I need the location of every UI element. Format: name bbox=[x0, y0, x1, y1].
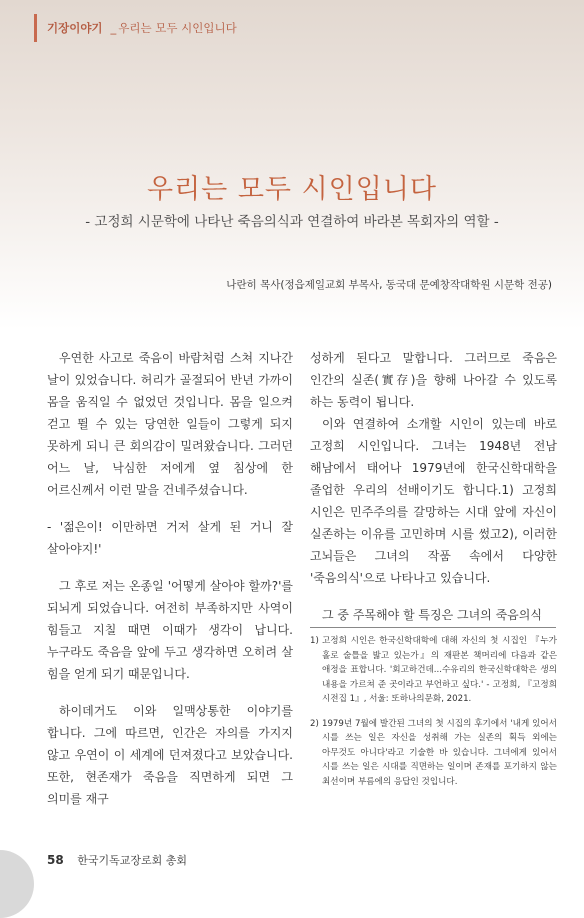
article-subtitle: - 고정희 시문학에 나타난 죽음의식과 연결하여 바라본 목회자의 역할 - bbox=[85, 214, 499, 230]
footnote-1 bbox=[310, 634, 557, 707]
body-paragraph: 그 후로 저는 온종일 '어떻게 살아야 할까?'를 되뇌게 되었습니다. 여전히 부족하지만 사역이 힘들고 지칠 때면 이때가 생각이 납니다. 누구라도 죽음을 앞에 두고 생각하면 오히려 살 힘을 얻게 되기 때문입니다. bbox=[47, 579, 293, 681]
footnotes bbox=[310, 634, 557, 799]
body-paragraph: 그 중 주목해야 할 특징은 그녀의 죽음의식 bbox=[322, 608, 542, 622]
category-separator: _ bbox=[110, 21, 117, 35]
footnote-text: 1979년 7월에 발간된 그녀의 첫 시집의 후기에서 '내게 있어서 시를 쓰는 일은 자신을 성취해 가는 실존의 획득 외에는 아무것도 아니다'라고 기술한 바 있습니다. 그녀에게 있어서 시를 쓰는 일은 시대를 직면하는 일이며 존재를 포기하지 않는 최선이며 부름에의 응답인 것입니다. bbox=[322, 718, 557, 787]
footnote-number: 1) bbox=[310, 636, 319, 646]
body-paragraph: 우연한 사고로 죽음이 바람처럼 스쳐 지나간 날이 있었습니다. 허리가 골절되어 반년 가까이 몸을 움직일 수 없었던 것입니다. 몸을 일으켜 걷고 뛸 수 있는 당연한 일들이 그렇게 되지 못하게 되니 큰 회의감이 밀려왔습니다. 그러던 어느 날, 낙심한 저에게 옆 침상에 한 어르신께서 이런 말을 건네주셨습니다. bbox=[47, 351, 293, 497]
footnote-2 bbox=[310, 717, 557, 790]
body-quote: - '젊은이! 이만하면 거저 살게 된 거니 잘 살아야지!' bbox=[47, 520, 293, 556]
body-column-right bbox=[310, 347, 557, 626]
category-sub-label: 우리는 모두 시인입니다 bbox=[118, 21, 237, 35]
body-paragraph: 하이데거도 이와 일맥상통한 이야기를 합니다. 그에 따르면, 인간은 자의를 가지지 않고 우연이 이 세계에 던져졌다고 보았습니다. 또한, 현존재가 죽음을 직면하게 되면 그 의미를 재구 bbox=[47, 704, 293, 806]
page-footer bbox=[47, 852, 187, 868]
body-paragraph: 성하게 된다고 말합니다. 그러므로 죽음은 인간의 실존(實存)을 향해 나아갈 수 있도록 하는 동력이 됩니다. bbox=[310, 351, 557, 409]
page-number: 58 bbox=[47, 853, 64, 867]
corner-decoration bbox=[0, 850, 34, 918]
category-tag bbox=[34, 14, 237, 42]
footnote-text: 고정희 시인은 한국신학대학에 대해 자신의 첫 시집인 『누가 홀로 술틀을 밟고 있는가』의 재판본 책머리에 다음과 같은 애정을 표합니다. '회고하건데...수유리의 한국신학대학은 생의 내용을 가르쳐 준 곳이라고 부언하고 싶다.' - 고정희, 『고정희 시전집 1』, 서울: 또하나의문화, 2021. bbox=[322, 636, 557, 704]
body-paragraph: 이와 연결하여 소개할 시인이 있는데 바로 고정희 시인입니다. 그녀는 1948년 전남 해남에서 태어나 1979년에 한국신학대학을 졸업한 우리의 선배이기도 합니다.1) 고정희 시인은 민주주의를 갈망하는 시대 앞에 자신이 실존하는 이유를 고민하며 시를 썼고2), 이러한 고뇌들은 그녀의 작품 속에서 다양한 '죽음의식'으로 나타나고 있습니다. bbox=[310, 417, 557, 585]
footnote-number: 2) bbox=[310, 718, 319, 729]
publication-name: 한국기독교장로회 총회 bbox=[77, 854, 187, 867]
category-main-label: 기장이야기 bbox=[47, 21, 103, 35]
footnote-divider bbox=[310, 627, 556, 628]
article-title: 우리는 모두 시인입니다 bbox=[147, 174, 437, 205]
article-author: 나란히 목사(정읍제일교회 부목사, 동국대 문예창작대학원 시문학 전공) bbox=[226, 279, 552, 291]
body-column-left bbox=[47, 347, 293, 810]
